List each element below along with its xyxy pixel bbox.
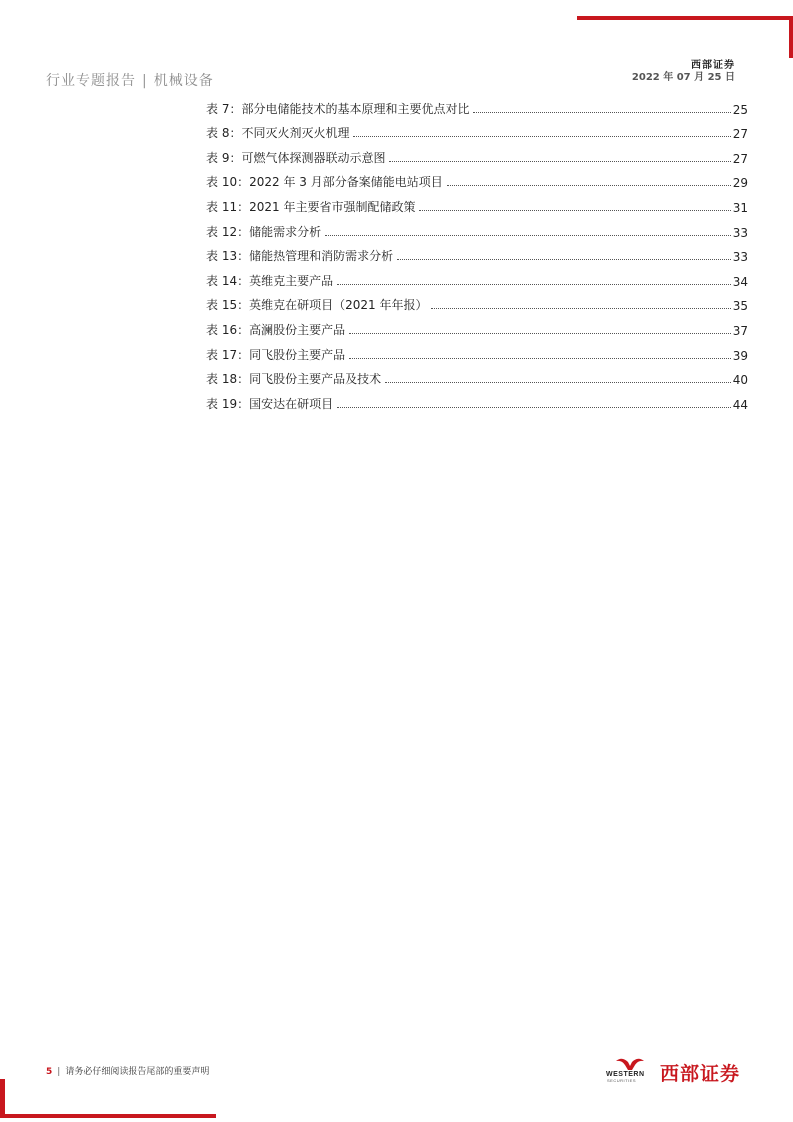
toc-entry[interactable] — [206, 92, 748, 117]
toc-leader-dots — [385, 381, 731, 383]
toc-entry-label: 表 10：2022 年 3 月部分备案储能电站项目 — [206, 175, 443, 190]
logo-text-en: WESTERN — [606, 1071, 645, 1078]
corner-decoration-bottom-horizontal — [0, 1114, 216, 1118]
toc-entry-label: 表 7：部分电储能技术的基本原理和主要优点对比 — [206, 101, 470, 116]
toc-leader-dots — [349, 332, 731, 334]
toc-leader-dots — [431, 307, 730, 309]
toc-entry[interactable] — [206, 117, 748, 142]
toc-entry-page: 27 — [732, 151, 748, 166]
footer-disclaimer: 请务必仔细阅读报告尾部的重要声明 — [65, 1067, 210, 1077]
corner-decoration-top-horizontal — [577, 16, 793, 20]
toc-entry-page: 33 — [732, 225, 748, 240]
toc-entry-label: 表 11：2021 年主要省市强制配储政策 — [206, 199, 416, 214]
toc-entry-label: 表 16：高澜股份主要产品 — [206, 322, 346, 337]
toc-entry-page: 39 — [732, 348, 748, 363]
toc-entry-page: 37 — [732, 323, 748, 338]
toc-leader-dots — [349, 357, 731, 359]
page-footer — [46, 1064, 209, 1077]
toc-entry[interactable] — [206, 264, 748, 289]
logo-text-cn: 西部证券 — [660, 1063, 741, 1085]
toc-leader-dots — [447, 184, 731, 186]
toc-entry-label: 表 13：储能热管理和消防需求分析 — [206, 249, 394, 264]
toc-leader-dots — [397, 258, 731, 260]
toc-entry[interactable] — [206, 166, 748, 191]
toc-entry-page: 31 — [732, 200, 748, 215]
toc-entry[interactable] — [206, 240, 748, 265]
toc-entry[interactable] — [206, 215, 748, 240]
toc-entry[interactable] — [206, 313, 748, 338]
toc-entry[interactable] — [206, 289, 748, 314]
header-separator: | — [142, 73, 148, 89]
logo-text-en-sub: SECURITIES — [607, 1078, 637, 1083]
toc-entry[interactable] — [206, 387, 748, 412]
toc-leader-dots — [325, 234, 731, 236]
table-of-contents — [206, 92, 748, 412]
toc-leader-dots — [419, 209, 730, 211]
toc-entry[interactable] — [206, 141, 748, 166]
toc-leader-dots — [473, 111, 730, 113]
toc-entry-label: 表 12：储能需求分析 — [206, 224, 322, 239]
company-logo — [606, 1057, 746, 1087]
toc-entry-label: 表 15：英维克在研项目（2021 年年报） — [206, 298, 428, 313]
toc-entry-label: 表 14：英维克主要产品 — [206, 273, 334, 288]
toc-entry-page: 33 — [732, 250, 748, 265]
page-header — [46, 70, 214, 90]
toc-entry-page: 25 — [732, 102, 748, 117]
toc-entry-page: 40 — [732, 373, 748, 388]
toc-entry-page: 34 — [732, 274, 748, 289]
report-sector: 机械设备 — [153, 73, 214, 89]
toc-entry-label: 表 18：同飞股份主要产品及技术 — [206, 372, 382, 387]
toc-entry[interactable] — [206, 363, 748, 388]
toc-leader-dots — [337, 406, 731, 408]
toc-leader-dots — [353, 135, 730, 137]
report-category: 行业专题报告 — [46, 73, 136, 89]
toc-entry-page: 44 — [732, 397, 748, 412]
page-number: 5 — [46, 1067, 53, 1077]
corner-decoration-bottom-vertical — [0, 1079, 5, 1118]
report-date: 2022 年 07 月 25 日 — [631, 72, 735, 83]
toc-entry-label: 表 17：同飞股份主要产品 — [206, 347, 346, 362]
toc-entry-page: 35 — [732, 299, 748, 314]
header-brand: 西部证券 — [691, 60, 735, 71]
toc-entry[interactable] — [206, 338, 748, 363]
toc-entry-page: 29 — [732, 176, 748, 191]
toc-leader-dots — [389, 160, 730, 162]
toc-entry-label: 表 8：不同灭火剂灭火机理 — [206, 126, 350, 141]
toc-leader-dots — [337, 283, 731, 285]
toc-entry-label: 表 9：可燃气体探测器联动示意图 — [206, 150, 386, 165]
toc-entry-page: 27 — [732, 127, 748, 142]
corner-decoration-top-vertical — [789, 16, 793, 58]
toc-entry-label: 表 19：国安达在研项目 — [206, 396, 334, 411]
toc-entry[interactable] — [206, 190, 748, 215]
footer-separator: | — [57, 1067, 61, 1077]
